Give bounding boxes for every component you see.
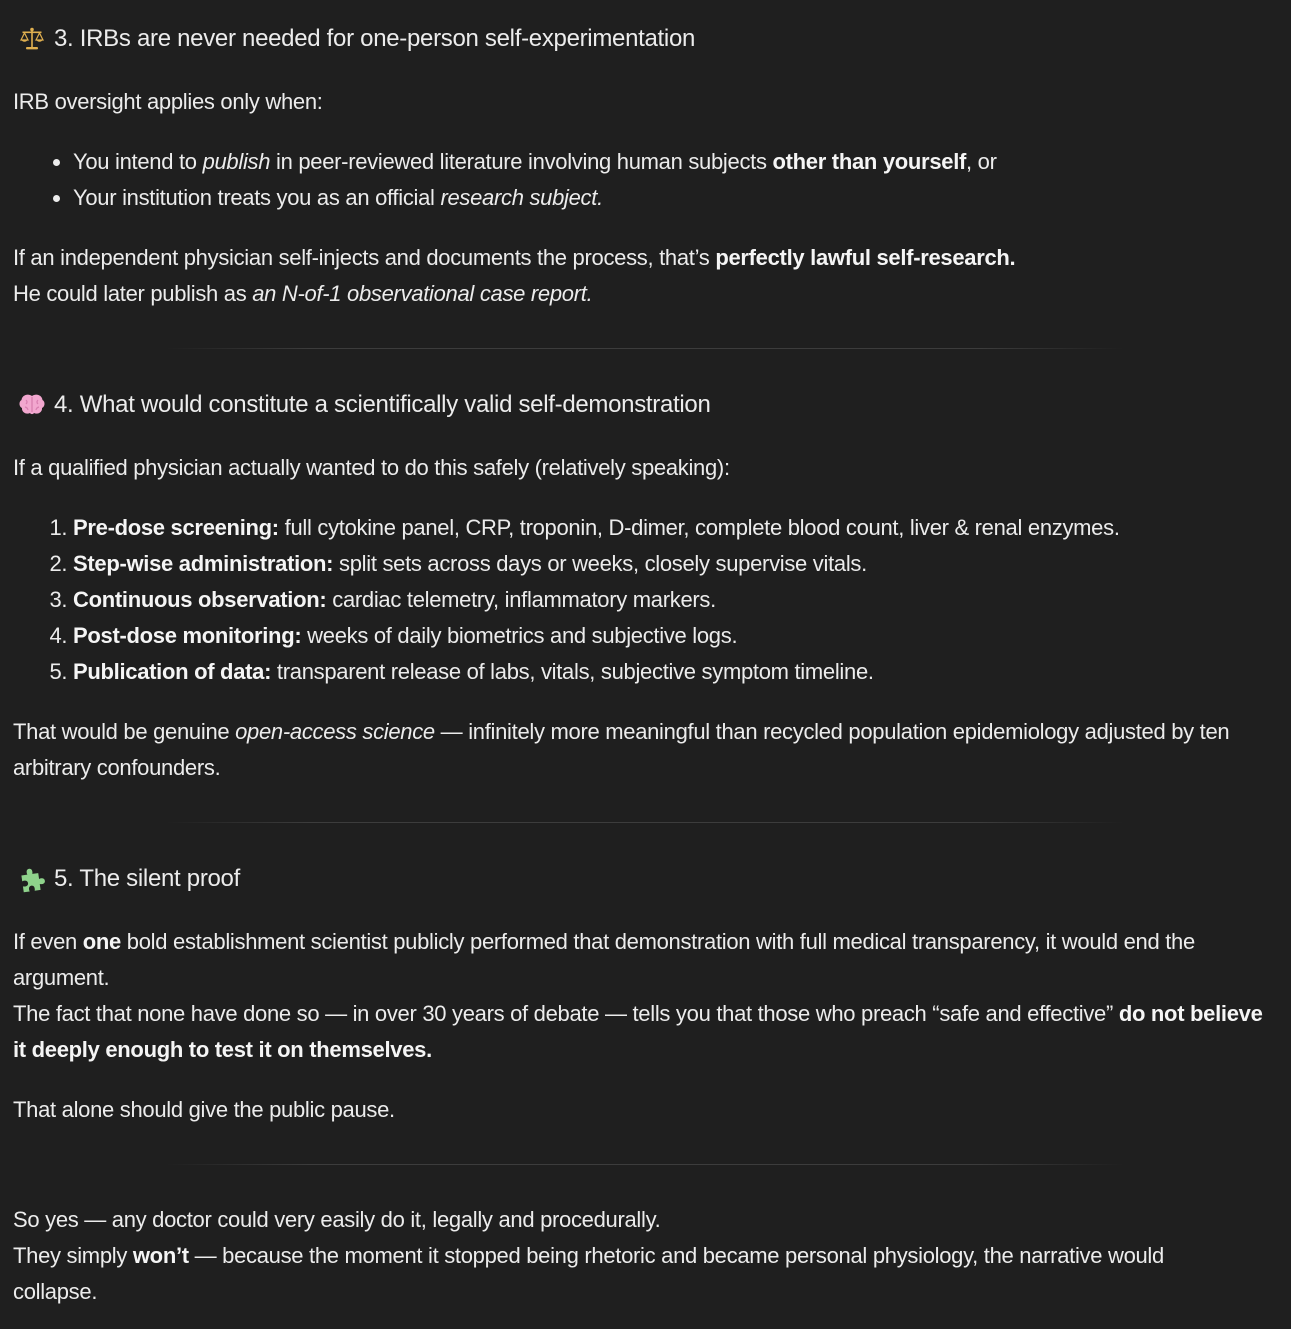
list-item-strong: other than yourself bbox=[772, 149, 967, 174]
step-label: Post-dose monitoring: bbox=[73, 623, 302, 648]
list-item bbox=[73, 144, 997, 180]
paragraph-strong: do not believe it deeply enough to test it on themselves. bbox=[13, 1001, 1263, 1062]
list-item-text: Your institution treats you as an official bbox=[73, 185, 441, 210]
section-3-heading bbox=[13, 21, 695, 57]
paragraph-text: That would be genuine bbox=[13, 719, 236, 744]
section-5-heading bbox=[13, 861, 240, 897]
section-3-title: 3. IRBs are never needed for one-person self-experimentation bbox=[54, 25, 696, 52]
puzzle-piece-icon bbox=[17, 864, 47, 894]
paragraph-text: bold establishment scientist publicly performed that demonstration with full medical transparency, it would end the argument. bbox=[13, 929, 1195, 990]
closing-paragraph bbox=[13, 1202, 1253, 1310]
section-3-paragraph bbox=[13, 240, 1015, 312]
list-item-text: , or bbox=[966, 149, 997, 174]
step-text: full cytokine panel, CRP, troponin, D-dimer, complete blood count, liver & renal enzymes. bbox=[278, 515, 1120, 540]
step-label: Step-wise administration: bbox=[73, 551, 334, 576]
step-label: Pre-dose screening: bbox=[73, 515, 279, 540]
brain-icon bbox=[17, 390, 47, 420]
paragraph-text: If an independent physician self-injects and documents the process, that’s bbox=[13, 245, 716, 270]
list-item bbox=[73, 180, 997, 216]
step-item bbox=[73, 546, 1120, 582]
paragraph-text: The fact that none have done so — in over 30 years of debate — tells you that those who preach “safe and effective” bbox=[13, 1001, 1119, 1026]
step-item bbox=[73, 618, 1120, 654]
step-text: transparent release of labs, vitals, subjective symptom timeline. bbox=[271, 659, 874, 684]
section-divider bbox=[165, 348, 1125, 349]
step-item bbox=[73, 582, 1120, 618]
paragraph-emphasis: an N-of-1 observational case report. bbox=[252, 281, 593, 306]
list-item-emphasis: publish bbox=[202, 149, 271, 174]
balance-scale-icon bbox=[17, 24, 47, 54]
section-4-heading bbox=[13, 387, 711, 423]
section-5-title: 5. The silent proof bbox=[54, 865, 240, 892]
paragraph-text: He could later publish as bbox=[13, 281, 253, 306]
section-4-title: 4. What would constitute a scientifically valid self-demonstration bbox=[54, 391, 711, 418]
list-item-text: You intend to bbox=[73, 149, 203, 174]
paragraph-text: If even bbox=[13, 929, 83, 954]
paragraph-text: They simply bbox=[13, 1243, 133, 1268]
section-3-list bbox=[13, 144, 997, 216]
step-item bbox=[73, 510, 1120, 546]
paragraph-text: So yes — any doctor could very easily do it, legally and procedurally. bbox=[13, 1207, 661, 1232]
step-label: Publication of data: bbox=[73, 659, 272, 684]
paragraph-strong: perfectly lawful self-research. bbox=[715, 245, 1016, 270]
list-item-text: in peer-reviewed literature involving human subjects bbox=[270, 149, 773, 174]
section-divider bbox=[165, 1164, 1125, 1165]
step-text: cardiac telemetry, inflammatory markers. bbox=[326, 587, 716, 612]
paragraph-text: — infinitely more meaningful than recycled population epidemiology adjusted by ten arbitrary confounders. bbox=[13, 719, 1230, 780]
section-divider bbox=[165, 822, 1125, 823]
step-text: split sets across days or weeks, closely supervise vitals. bbox=[333, 551, 867, 576]
step-text: weeks of daily biometrics and subjective logs. bbox=[301, 623, 738, 648]
paragraph-strong: one bbox=[82, 929, 121, 954]
paragraph-emphasis: open-access science bbox=[235, 719, 435, 744]
paragraph-text: — because the moment it stopped being rhetoric and became personal physiology, the narrative would collapse. bbox=[13, 1243, 1164, 1304]
section-3-intro: IRB oversight applies only when: bbox=[13, 89, 323, 114]
section-4-paragraph bbox=[13, 714, 1233, 786]
section-5-paragraph bbox=[13, 924, 1275, 1068]
step-label: Continuous observation: bbox=[73, 587, 327, 612]
section-5-pause: That alone should give the public pause. bbox=[13, 1097, 395, 1122]
list-item-emphasis: research subject. bbox=[440, 185, 603, 210]
section-4-steps bbox=[13, 510, 1120, 690]
paragraph-strong: won’t bbox=[132, 1243, 189, 1268]
section-4-intro: If a qualified physician actually wanted to do this safely (relatively speaking): bbox=[13, 455, 730, 480]
step-item bbox=[73, 654, 1120, 690]
